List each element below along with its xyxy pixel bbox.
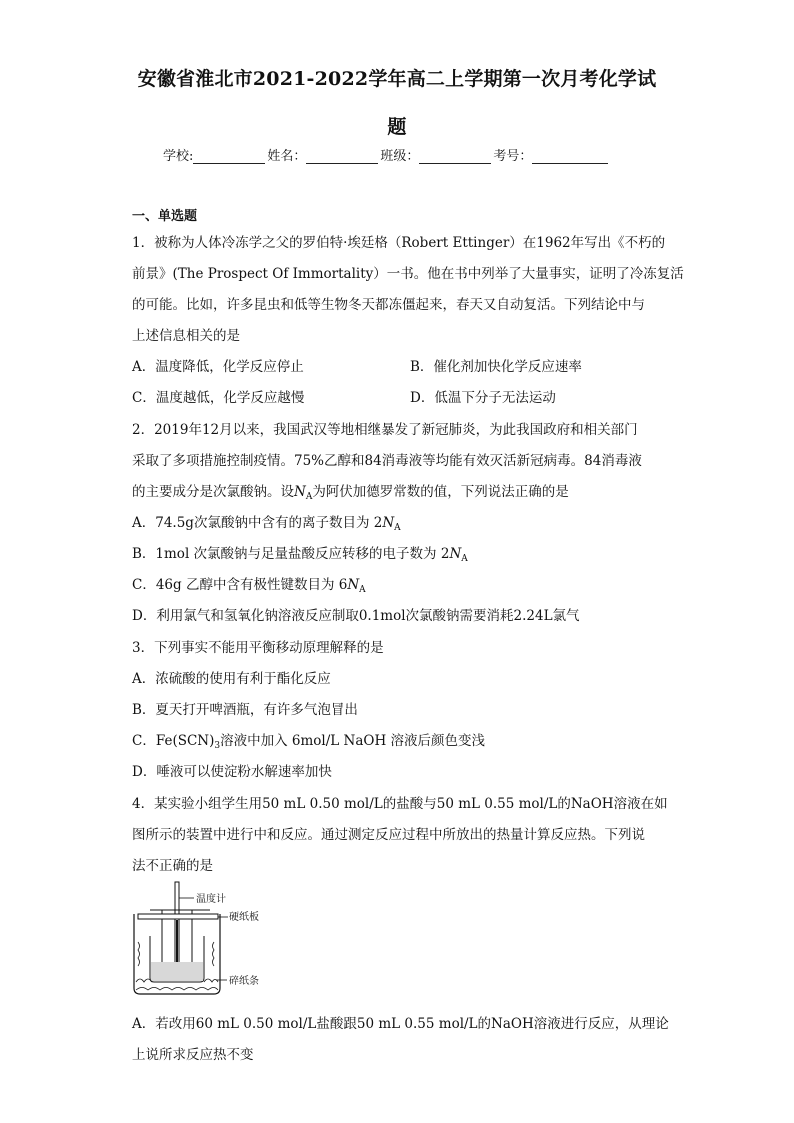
thermometer-label: 温度计 [196, 894, 226, 905]
q2-line-2: 采取了多项措施控制疫情。75%乙醇和84消毒液等均能有效灭活新冠病毒。84消毒液 [132, 453, 642, 469]
q2-line-3-end: 为阿伏加德罗常数的值，下列说法正确的是 [312, 484, 569, 500]
number-label: 考号： [493, 149, 533, 164]
q2-option-a [132, 514, 401, 537]
title-line-1: 安徽省淮北市2021-2022学年高二上学期第一次月考化学试 [137, 68, 657, 90]
q1-option-b: B．催化剂加快化学反应速率 [410, 359, 582, 375]
name-label: 姓名： [267, 149, 307, 164]
name-field[interactable] [306, 149, 378, 164]
number-field[interactable] [532, 149, 608, 164]
liquid [151, 962, 203, 981]
avogadro-symbol: N [347, 577, 360, 593]
q3-option-c [132, 732, 485, 755]
avogadro-subscript: A [461, 554, 468, 564]
class-field[interactable] [419, 149, 491, 164]
q4-line-1: 4．某实验小组学生用50 mL 0.50 mol/L的盐酸与50 mL 0.55 mol/L的NaOH溶液在如 [132, 796, 668, 812]
avogadro-symbol: N [382, 515, 395, 531]
avogadro-subscript: A [394, 523, 401, 533]
student-info-row [163, 145, 610, 164]
school-label: 学校: [163, 149, 194, 164]
q1-option-a: A．温度降低，化学反应停止 [132, 359, 304, 375]
q2-line-3 [132, 483, 569, 506]
q3-option-a: A．浓硫酸的使用有利于酯化反应 [132, 671, 331, 687]
q3-option-d: D．唾液可以使淀粉水解速率加快 [132, 764, 332, 780]
calorimeter-figure [128, 880, 278, 1000]
school-field[interactable] [193, 149, 265, 164]
q2-option-c [132, 576, 366, 599]
q1-line-1: 1．被称为人体冷冻学之父的罗伯特·埃廷格（Robert Ettinger）在1962年写出《不朽的 [132, 235, 666, 251]
avogadro-symbol: N [294, 484, 306, 500]
q2-option-d: D．利用氯气和氢氧化钠溶液反应制取0.1mol次氯酸钠需要消耗2.24L氯气 [132, 608, 580, 624]
avogadro-symbol: N [449, 546, 462, 562]
cardboard-lid [138, 914, 218, 919]
avogadro-subscript: A [305, 492, 313, 502]
q4-line-3: 法不正确的是 [132, 858, 213, 874]
q2-option-b [132, 545, 468, 568]
avogadro-subscript: A [359, 585, 366, 595]
q1-line-3: 的可能。比如，许多昆虫和低等生物冬天都冻僵起来，春天又自动复活。下列结论中与 [132, 297, 645, 313]
q3-option-c-start: C．Fe(SCN) [132, 733, 215, 749]
q2-line-1: 2．2019年12月以来，我国武汉等地相继暴发了新冠肺炎，为此我国政府和相关部门 [132, 422, 638, 438]
q1-option-c: C．温度越低，化学反应越慢 [132, 390, 305, 406]
q3-option-b: B．夏天打开啤酒瓶，有许多气泡冒出 [132, 702, 358, 718]
q2-line-3-start: 的主要成分是次氯酸钠。设 [132, 484, 294, 500]
q3-line-1: 3．下列事实不能用平衡移动原理解释的是 [132, 640, 384, 656]
board-label: 硬纸板 [229, 912, 259, 923]
q4-line-2: 图所示的装置中进行中和反应。通过测定反应过程中所放出的热量计算反应热。下列说 [132, 827, 645, 843]
q3-option-c-end: 溶液中加入 6mol/L NaOH 溶液后颜色变浅 [220, 733, 486, 749]
q1-line-2: 前景》(The Prospect Of Immortality）一书。他在书中列举了大量事实，证明了冷冻复活 [132, 266, 684, 282]
q1-option-d: D．低温下分子无法运动 [410, 390, 556, 406]
title-line-2: 题 [387, 116, 407, 138]
q2-option-a-text: A．74.5g次氯酸钠中含有的离子数目为 2 [132, 515, 383, 531]
paper-label: 碎纸条 [229, 976, 259, 987]
section-heading: 一、单选题 [132, 209, 198, 224]
q4-option-a-line-2: 上说所求反应热不变 [132, 1047, 254, 1063]
q4-option-a-line-1: A．若改用60 mL 0.50 mol/L盐酸跟50 mL 0.55 mol/L的NaOH溶液进行反应，从理论 [132, 1016, 669, 1032]
class-label: 班级： [380, 149, 420, 164]
q2-option-b-text: B．1mol 次氯酸钠与足量盐酸反应转移的电子数为 2 [132, 546, 450, 562]
q2-option-c-text: C．46g 乙醇中含有极性键数目为 6 [132, 577, 348, 593]
q3-option-c-subscript: 3 [214, 741, 221, 751]
q1-line-4: 上述信息相关的是 [132, 328, 240, 344]
